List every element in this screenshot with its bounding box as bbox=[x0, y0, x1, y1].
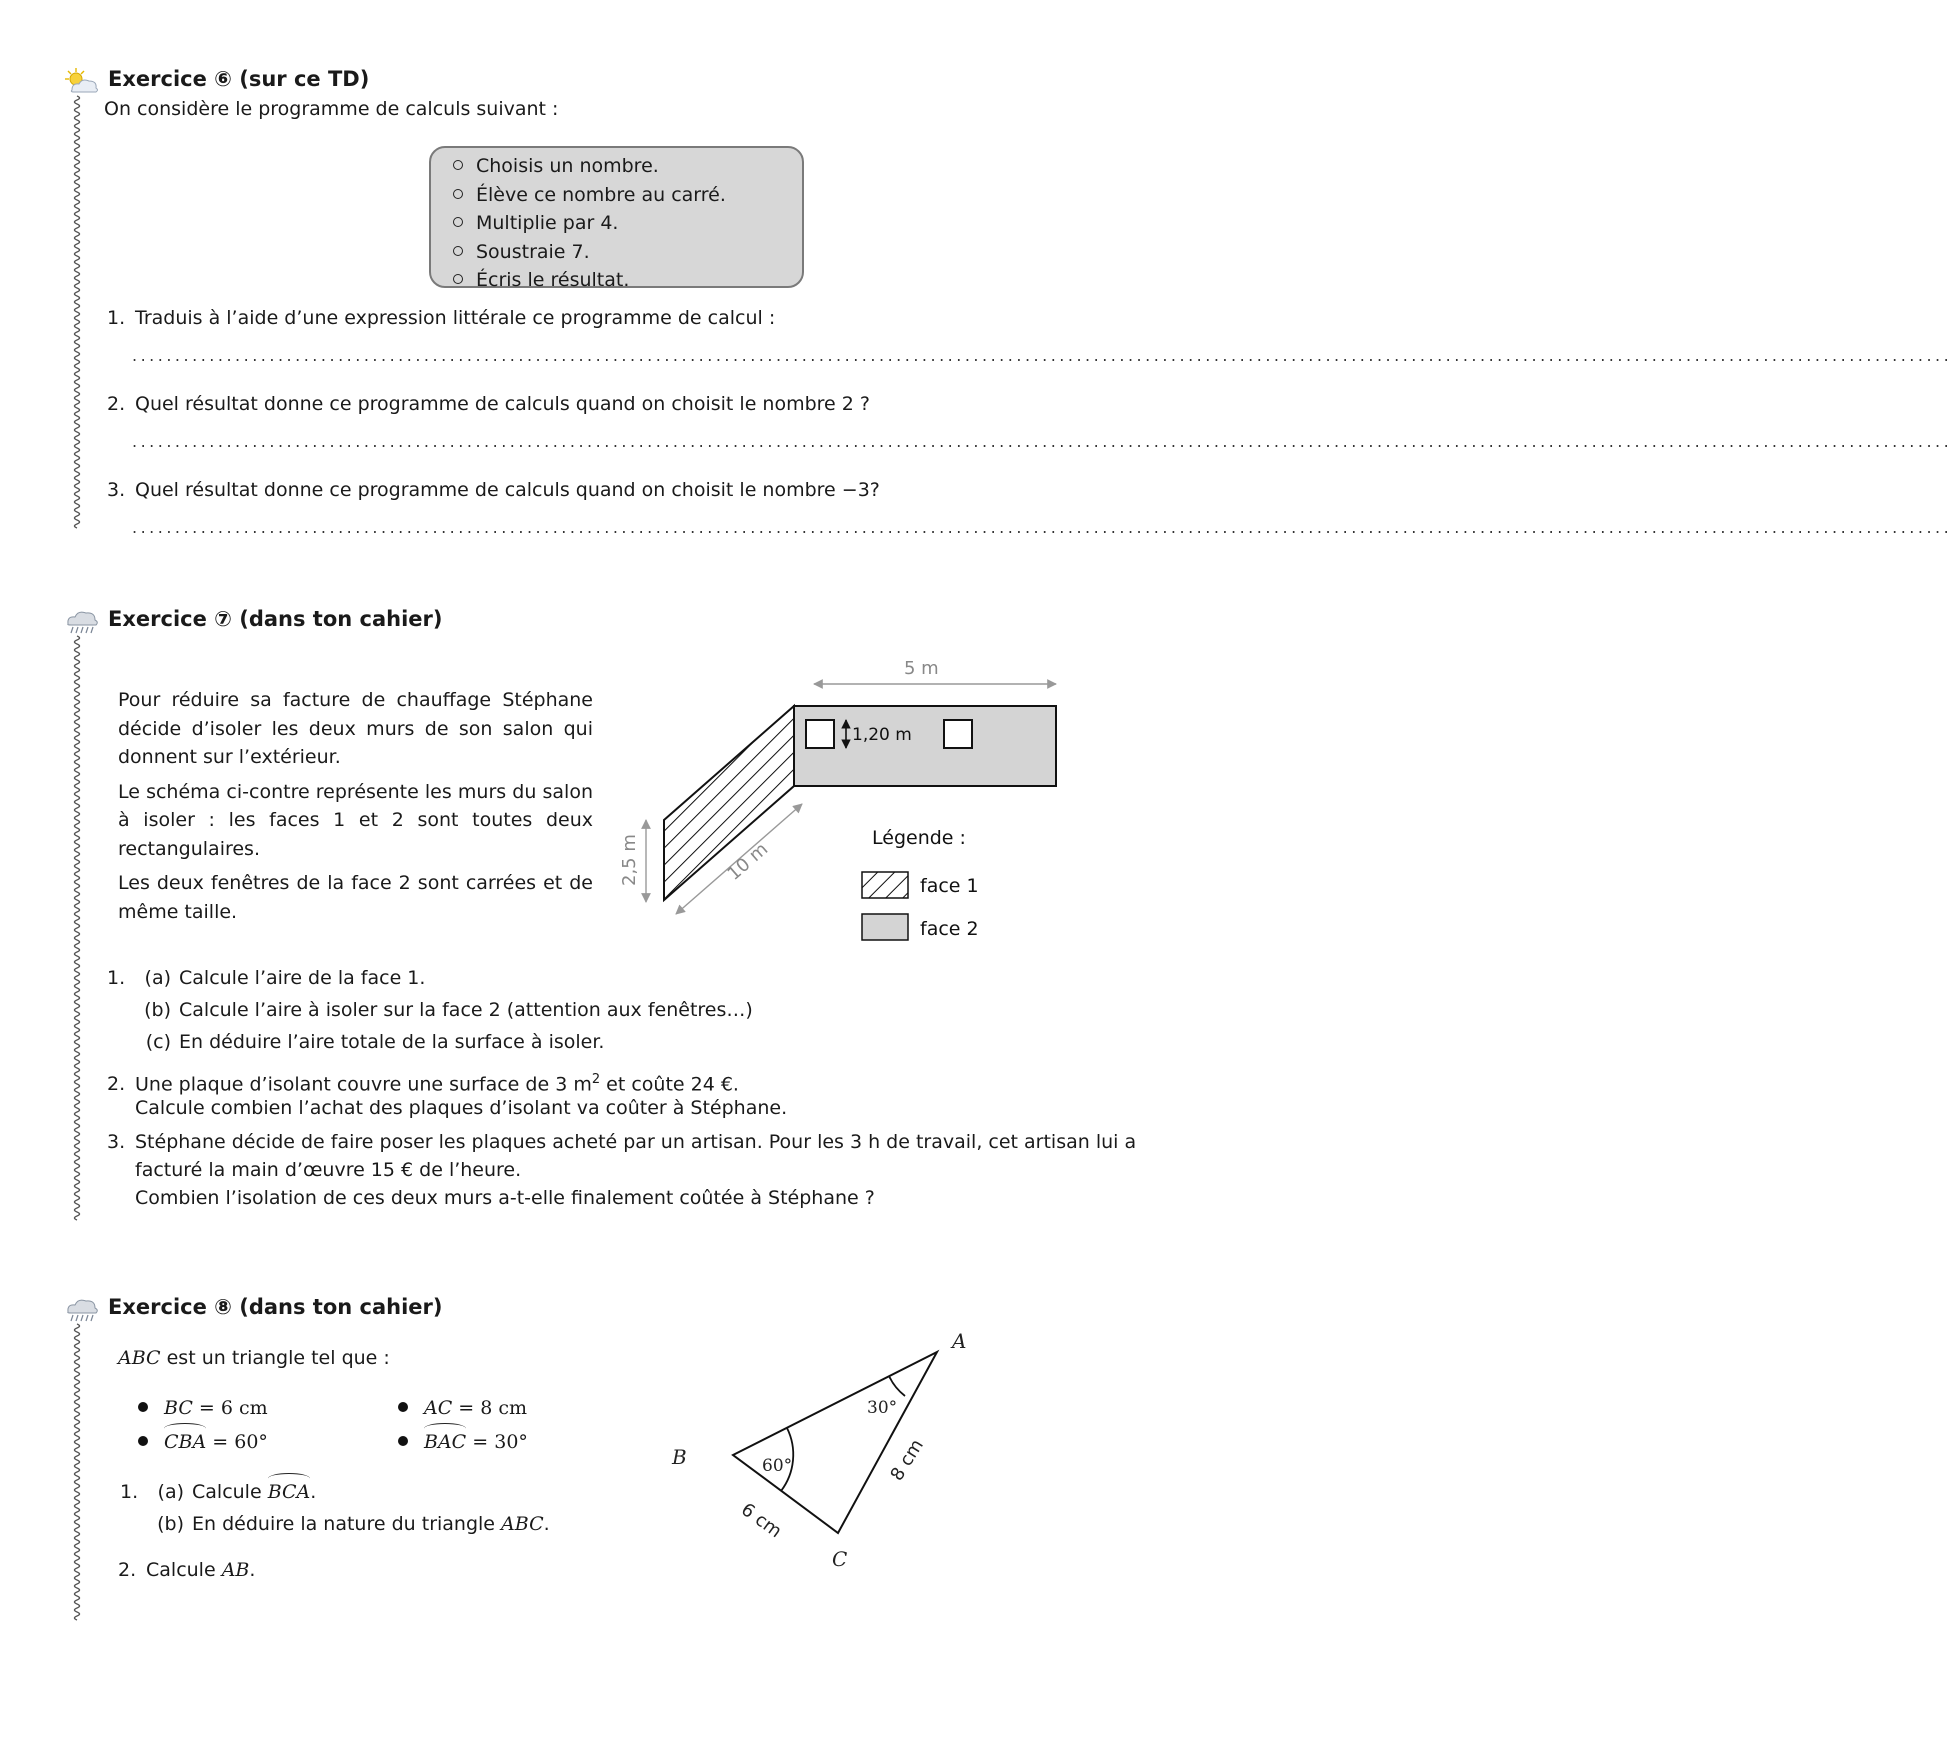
program-step: Écris le résultat. bbox=[453, 266, 802, 295]
question-1b: (b) Calcule l’aire à isoler sur la face 2 (attention aux fenêtres…) bbox=[144, 999, 753, 1021]
circle-bullet-icon bbox=[453, 274, 463, 284]
question-1c: (c) En déduire l’aire totale de la surface à isoler. bbox=[145, 1031, 605, 1053]
question-1: 1. (a) Calcule BCA. bbox=[120, 1478, 316, 1506]
circle-bullet-icon bbox=[453, 246, 463, 256]
bullet-icon bbox=[398, 1402, 408, 1412]
question-2: 2. Quel résultat donne ce programme de calculs quand on choisit le nombre 2 ? bbox=[107, 393, 870, 415]
angle-label-a: 30° bbox=[867, 1398, 898, 1418]
question-1: 1. (a) Calcule l’aire de la face 1. bbox=[107, 967, 426, 989]
condition-ac: AC = 8 cm bbox=[398, 1394, 527, 1422]
legend-face-1-label: face 1 bbox=[920, 875, 979, 897]
exercise-7-title: Exercice ⑦ (dans ton cahier) bbox=[108, 607, 443, 631]
wavy-margin-line bbox=[70, 1324, 84, 1624]
program-step: Multiplie par 4. bbox=[453, 209, 802, 238]
height-label: 2,5 m bbox=[619, 834, 640, 886]
angle-arc-a bbox=[889, 1376, 905, 1396]
vertex-label-c: C bbox=[832, 1547, 848, 1571]
circle-bullet-icon bbox=[453, 217, 463, 227]
wavy-path bbox=[75, 1324, 80, 1620]
length-label: 10 m bbox=[723, 838, 773, 885]
program-step: Élève ce nombre au carré. bbox=[453, 181, 802, 210]
triangle-figure bbox=[664, 1314, 1084, 1614]
question-3-line-3: Combien l’isolation de ces deux murs a-t-elle finalement coûtée à Stéphane ? bbox=[135, 1187, 875, 1209]
question-2-line-2: Calcule combien l’achat des plaques d’isolant va coûter à Stéphane. bbox=[135, 1097, 788, 1119]
answer-line-2: .................................................................................................................................................................................................................... bbox=[132, 432, 1952, 451]
circle-bullet-icon bbox=[453, 189, 463, 199]
exercise-6-title: Exercice ⑥ (sur ce TD) bbox=[108, 67, 370, 91]
vertex-label-b: B bbox=[672, 1445, 687, 1469]
question-2: 2. Une plaque d’isolant couvre une surface de 3 $m^2$ et coûte 24 €. bbox=[107, 1072, 739, 1096]
rain-cloud-icon bbox=[64, 606, 100, 636]
vertex-label-a: A bbox=[952, 1329, 967, 1353]
legend-face-2-swatch bbox=[862, 914, 908, 940]
calculation-program-box bbox=[429, 146, 804, 291]
window-right bbox=[944, 720, 972, 748]
side-label-ac: 8 cm bbox=[886, 1435, 928, 1485]
answer-line-3: .................................................................................................................................................................................................................... bbox=[132, 518, 1952, 537]
statement-paragraph: Pour réduire sa facture de chauffage Stéphane décide d’isoler les deux murs de son salon qui donnent sur l’extérieur. bbox=[118, 689, 593, 768]
program-step: Soustraie 7. bbox=[453, 238, 802, 267]
legend-title: Légende : bbox=[872, 827, 966, 849]
question-1: 1. Traduis à l’aide d’une expression littérale ce programme de calcul : bbox=[107, 307, 776, 329]
exercise-7-statement bbox=[118, 686, 593, 932]
wavy-path bbox=[75, 636, 80, 1220]
question-2: 2. Calcule AB. bbox=[118, 1559, 256, 1581]
question-1b: (b) En déduire la nature du triangle ABC. bbox=[157, 1513, 550, 1535]
question-3: 3. Quel résultat donne ce programme de calculs quand on choisit le nombre −3? bbox=[107, 479, 880, 501]
exercise-8-title: Exercice ⑧ (dans ton cahier) bbox=[108, 1295, 443, 1319]
window-size-label: 1,20 m bbox=[852, 725, 912, 745]
wall-figure bbox=[594, 646, 1154, 946]
rain-cloud-icon bbox=[64, 1294, 100, 1324]
exercise-7 bbox=[64, 606, 1144, 1226]
legend-face-1-swatch bbox=[862, 872, 908, 898]
question-3: 3. Stéphane décide de faire poser les plaques acheté par un artisan. Pour les 3 h de travail, cet artisan lui a bbox=[107, 1131, 1137, 1153]
width-label: 5 m bbox=[904, 658, 939, 679]
wavy-margin-line bbox=[70, 636, 84, 1226]
sun-cloud-icon bbox=[64, 66, 100, 96]
angle-label-b: 60° bbox=[762, 1456, 793, 1476]
bullet-icon bbox=[138, 1436, 148, 1446]
condition-cba: CBA = 60° bbox=[138, 1428, 268, 1456]
exercise-8-intro: ABC est un triangle tel que : bbox=[118, 1347, 390, 1369]
condition-bc: BC = 6 cm bbox=[138, 1394, 268, 1422]
circle-bullet-icon bbox=[453, 160, 463, 170]
statement-paragraph: Les deux fenêtres de la face 2 sont carrées et de même taille. bbox=[118, 872, 593, 923]
bullet-icon bbox=[138, 1402, 148, 1412]
question-3-line-2: facturé la main d’œuvre 15 € de l’heure. bbox=[135, 1159, 522, 1181]
bullet-icon bbox=[398, 1436, 408, 1446]
legend-face-2-label: face 2 bbox=[920, 918, 979, 940]
exercise-6-intro: On considère le programme de calculs suivant : bbox=[104, 98, 559, 120]
program-step: Choisis un nombre. bbox=[453, 152, 802, 181]
wavy-path bbox=[75, 96, 80, 528]
exercise-6 bbox=[64, 66, 1952, 546]
answer-line-1: .................................................................................................................................................................................................................... bbox=[132, 346, 1952, 365]
condition-bac: BAC = 30° bbox=[398, 1428, 528, 1456]
wavy-margin-line bbox=[70, 96, 84, 536]
statement-paragraph: Le schéma ci-contre représente les murs du salon à isoler : les faces 1 et 2 sont toutes deux rectangulaires. bbox=[118, 780, 593, 860]
exercise-8 bbox=[64, 1294, 1144, 1624]
side-label-bc: 6 cm bbox=[737, 1499, 786, 1543]
window-left bbox=[806, 720, 834, 748]
